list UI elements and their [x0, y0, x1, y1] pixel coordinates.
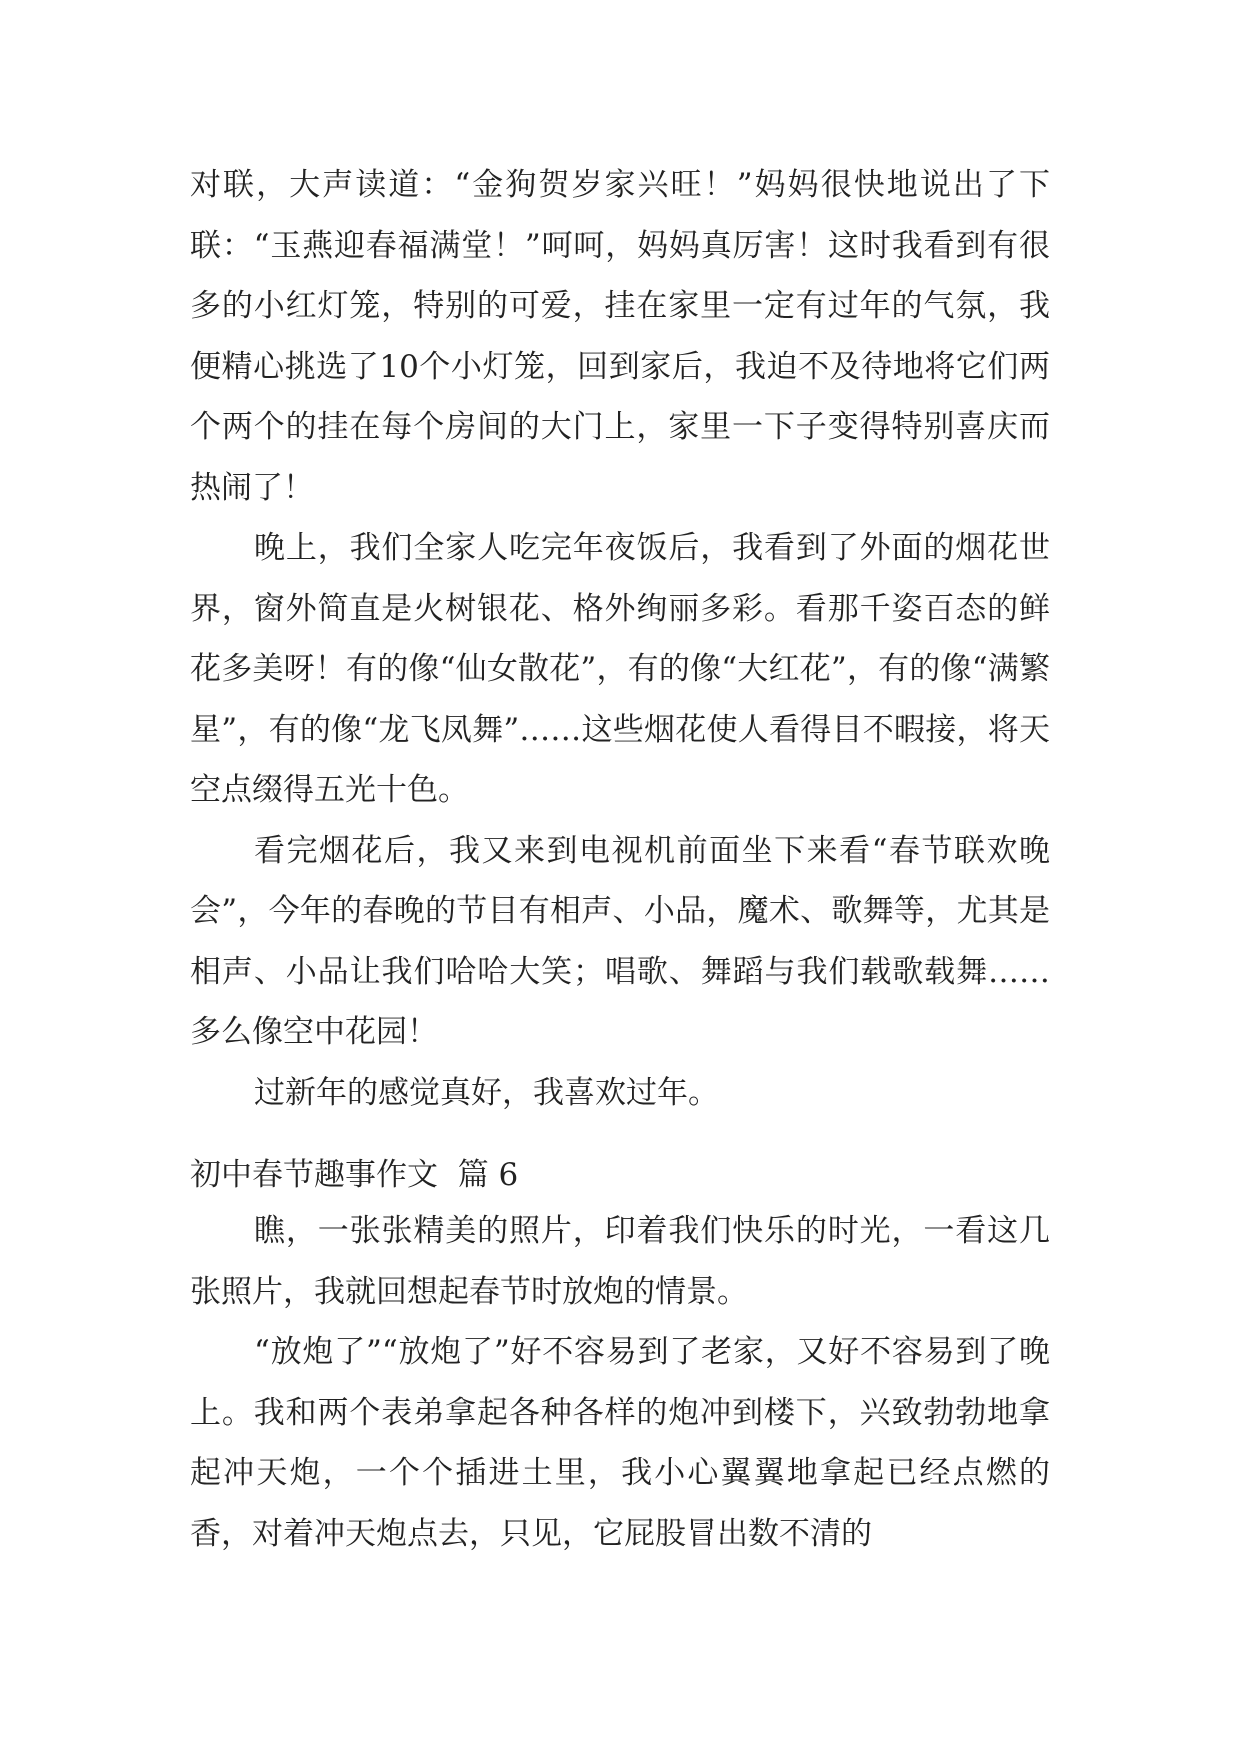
paragraph-fireworks: 晚上，我们全家人吃完年夜饭后，我看到了外面的烟花世界，窗外简直是火树银花、格外绚丽多彩。看那千姿百态的鲜花多美呀！有的像“仙女散花”，有的像“大红花”，有的像“满繁星”，有的像“龙飞凤舞”……这些烟花使人看得目不暇接，将天空点缀得五光十色。: [190, 530, 1050, 808]
paragraph-photos: 瞧，一张张精美的照片，印着我们快乐的时光，一看这几张照片，我就回想起春节时放炮的情景。: [190, 1213, 1050, 1310]
paragraph-firecrackers: “放炮了”“放炮了”好不容易到了老家，又好不容易到了晚上。我和两个表弟拿起各种各样的炮冲到楼下，兴致勃勃地拿起冲天炮，一个个插进土里，我小心翼翼地拿起已经点燃的香，对着冲天炮点去，只见，它屁股冒出数不清的: [190, 1334, 1050, 1552]
paragraph-couplet-lanterns: 对联，大声读道：“金狗贺岁家兴旺！”妈妈很快地说出了下联：“玉燕迎春福满堂！”呵呵，妈妈真厉害！这时我看到有很多的小红灯笼，特别的可爱，挂在家里一定有过年的气氛，我便精心挑选了10个小灯笼，回到家后，我迫不及待地将它们两个两个的挂在每个房间的大门上，家里一下子变得特别喜庆而热闹了！: [190, 167, 1050, 506]
paragraph-conclusion: 过新年的感觉真好，我喜欢过年。: [254, 1074, 719, 1111]
essay-body-part1: [190, 155, 1050, 1123]
paragraph-spring-gala: 看完烟花后，我又来到电视机前面坐下来看“春节联欢晚会”，今年的春晚的节目有相声、小品，魔术、歌舞等，尤其是相声、小品让我们哈哈大笑；唱歌、舞蹈与我们载歌载舞……多么像空中花园！: [190, 832, 1050, 1050]
section-title: 初中春节趣事作文 篇 6: [190, 1157, 519, 1193]
essay-body-part2: [190, 1201, 1050, 1564]
